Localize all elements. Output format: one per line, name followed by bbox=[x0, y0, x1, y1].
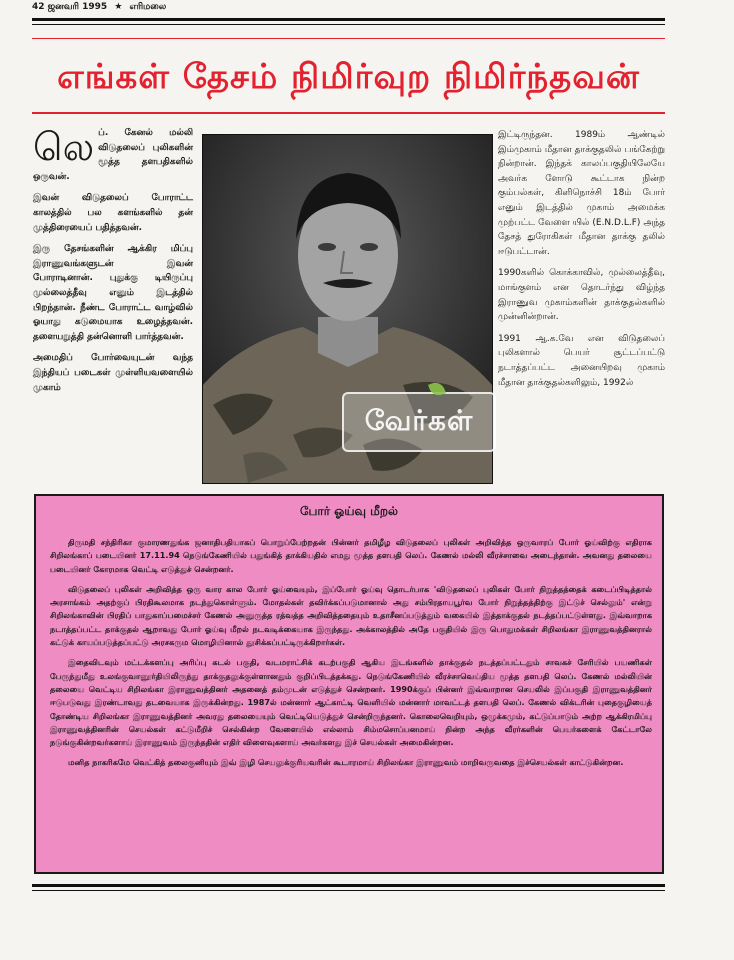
right-column bbox=[498, 128, 665, 397]
left-paragraph-4: அமைதிப் போர்வையுடன் வந்த இந்தியப் படைகள் முள்ளியவளையில் முகாம் bbox=[33, 353, 193, 393]
watermark-text: வேர்கள் bbox=[364, 403, 474, 437]
right-paragraph-2: 1990களில் கொக்காவில், முல்லைத்தீவு, மாங்குளம் என தொடர்ந்து விழ்ந்த இராணுவ முகாம்களின் தாக்குதல்களில் முன்னின்றான். bbox=[498, 268, 665, 323]
star-separator-icon: ★ bbox=[114, 2, 123, 12]
title-rule-top bbox=[32, 38, 665, 39]
drop-cap: லெ bbox=[33, 125, 95, 169]
left-column bbox=[33, 126, 193, 402]
publication-name: எரிமலை bbox=[129, 2, 167, 12]
left-paragraph-3: இரு தேசங்களின் ஆக்கிர மிப்பு இராணுவங்களுடன் இவன் போராடினான். புதுக்கு டியிருப்பு முல்லைத்தீவு எனும் இடத்தில் பிறந்தான். நீண்ட போராட்ட வாழ்வில் ஓயாது கடுமையாக உழைத்தவன். தளையறுத்தி தன்னொளி பார்த்தவன். bbox=[33, 244, 193, 342]
bottom-rule-thick bbox=[32, 884, 665, 887]
left-paragraph-2: இவன் விடுதலைப் போராட்ட காலத்தில் பல களங்களில் தன் முத்திரையைப் பதித்தவன். bbox=[33, 193, 193, 233]
vergal-watermark bbox=[342, 392, 496, 452]
box-paragraph-2: விடுதலைப் புலிகள் அறிவித்த ஒரு வார கால போர் ஓய்வையும், இப்போர் ஓய்வு தொடர்பாக 'விடுதலைப் புலிகள் போர் நிறுத்தத்தைக் கடைப்பிடித்தால் அரசாங்கம் அதற்குப் பிரதிகூலமாக நடந்துகொள்ளும். மோதல்கள் தவிர்க்கப்படுமானால் அது சம்பிரதாயபூர்வ போர் நிறுத்தத்திற்கு இட்டுச் செல்லும்' என்று சிறிலங்காவின் பிரதிப் பாதுகாப்பமைச்சர் கேணல் அனுருத்த ரத்வத்த அறிவித்ததையும் உதாசீனப்படுத்தும் வகையில் இத்தாக்குதல் நடத்தப்பட்டுள்ளது. இவ்வாறாக நடாத்தப்பட்ட தாக்குதல் ஆறாவது போர் ஓய்வு மீறல் நடவடிக்கையாக இருந்தது. அக்காலத்தில் அதே பகுதியில் இரு பொதுமக்கள் சிறிலங்கா இராணுவத்தினரால் கட்டுக் காயப்படுத்தப்பட்டு அரசகரும மொழியினால் தூசிக்கப்பட்டிருக்கிறார்கள். bbox=[50, 583, 652, 648]
box-paragraph-1: திருமதி சந்திரிகா குமாரணதுங்க ஜனாதிபதியாகப் பொறுப்பேற்றதன் பின்னர் தமிழீழ விடுதலைப் புலிகள் அறிவித்த ஒருவாரப் போர் ஓய்விற்கு எதிராக சிறிலங்காப் படையினர் 17.11.94 நெடுங்கேணியில் பதுங்கித் தாக்கியதில் எமது மூத்த தளபதி லெப். கேணல் மல்லி வீரச்சாவை அடைந்தான். அவனது தலையை படையினர் கோரமாக வெட்டி எடுத்துச் சென்றனர். bbox=[50, 537, 652, 574]
right-paragraph-3: 1991 ஆ.க.வே என விடுதலைப் புலிகளால் பெயர் சூட்டப்பட்டு நடாத்தப்பட்ட அனையிறவு முகாம் மீதான தாக்குதல்களிலும், 1992ல் bbox=[498, 333, 665, 388]
bottom-rule-thin bbox=[32, 890, 665, 891]
right-paragraph-1: இட்டிருந்தன. 1989ம் ஆண்டில் இம்முகாம் மீதான தாக்குதலில் பங்கேற்று நின்றான். இந்தக் காலப்பகுதியிலேயே அவர்க ளோடு கூட்டாக நின்ற கும்பல்கள், கிளிநொச்சி 18ம் போர் எனும் இடத்தில் முகாம் அமைக்க முற்பட்ட வேளை யில் (E.N.D.L.F) அந்த தேசத் துரோகிகள் மீதான தாக்கு தலில் ஈடுபட்டான். bbox=[498, 130, 665, 257]
box-body bbox=[50, 536, 652, 777]
box-title: போர் ஓய்வு மீறல் bbox=[299, 504, 398, 518]
page-number: 42 bbox=[32, 2, 45, 12]
box-paragraph-3: இதைவிடவும் மட்டக்களப்பு அரிப்பு கடல் பகுதி, வடமராட்சிக் கடற்பகுதி ஆகிய இடங்களில் தாக்குதல் நடத்தப்பட்டதும் சாவகச் சேரியில் பயணிகள் பேருந்துமீது உலங்குவானூர்தியிலிருந்து தாக்குதலுக்குள்ளானதும் குறிப்பிடத்தக்கது. நெடுங்கேணியில் வீரச்சாவெய்திய மூத்த தளபதி லெப். கேணல் மல்லியின் தலையை வெட்டிய சிறிலங்கா இராணுவத்தினர் அதனைத் தம்முடன் எடுத்துச் சென்றனர். 1990க்குப் பின்னர் இவ்வாறான செயலில் இப்பகுதி இராணுவத்தினர் ஈடுபடுவது இரண்டாவது தடவையாக இருக்கின்றது. 1987ல் மன்னார் ஆட்காட்டி வெளியில் மன்னார் மாவட்டத் தளபதி லெப். கேணல் விக்டரின் புதைகுழியைத் தோண்டிய சிறிலங்கா இராணுவத்தினர் அவரது தலையையும் வெட்டியெடுத்துச் சென்றிருந்தனர். கொலைவெறியும், ஒழுக்கமும், கட்டுப்பாடும் அற்ற ஆக்கிரமிப்பு இராணுவத்தினரின் செயல்கள் கட்டுமீறிச் செல்கின்ற வேளையில் எல்லாம் சிம்மசொப்பனமாய் நின்ற அந்த வீரர்களின் பெயர்களைக் கேட்டாலே நடுங்குகின்றவர்களாய் இராணுவம் இருந்ததின் எதிர் விளைவுகளாய் அவர்களது இச் செயல்கள் அமைகின்றன. bbox=[50, 657, 652, 748]
box-paragraph-4: மனித நாகரிகமே வெட்கித் தலைகுனியும் இவ் இழி செயலுக்குரியவரின் கூடாரமாய் சிறிலங்கா இராணுவம் மாறிவருவதை இச்செயல்கள் காட்டுகின்றன. bbox=[68, 757, 624, 768]
issue-date: ஜனவரி 1995 bbox=[47, 2, 108, 12]
ceasefire-violation-box bbox=[34, 494, 664, 874]
left-paragraph-1: லெப். கேனல் மல்லி விடுதலைப் புலிகளின் மூத்த தளபதிகளில் ஒருவன். bbox=[33, 125, 193, 182]
top-rule-thick bbox=[32, 18, 665, 21]
title-rule-bottom bbox=[32, 112, 665, 114]
top-rule-thin bbox=[32, 24, 665, 25]
page-header bbox=[32, 0, 672, 14]
article-title: எங்கள் தேசம் நிமிர்வுற நிமிர்ந்தவன் bbox=[57, 57, 640, 97]
